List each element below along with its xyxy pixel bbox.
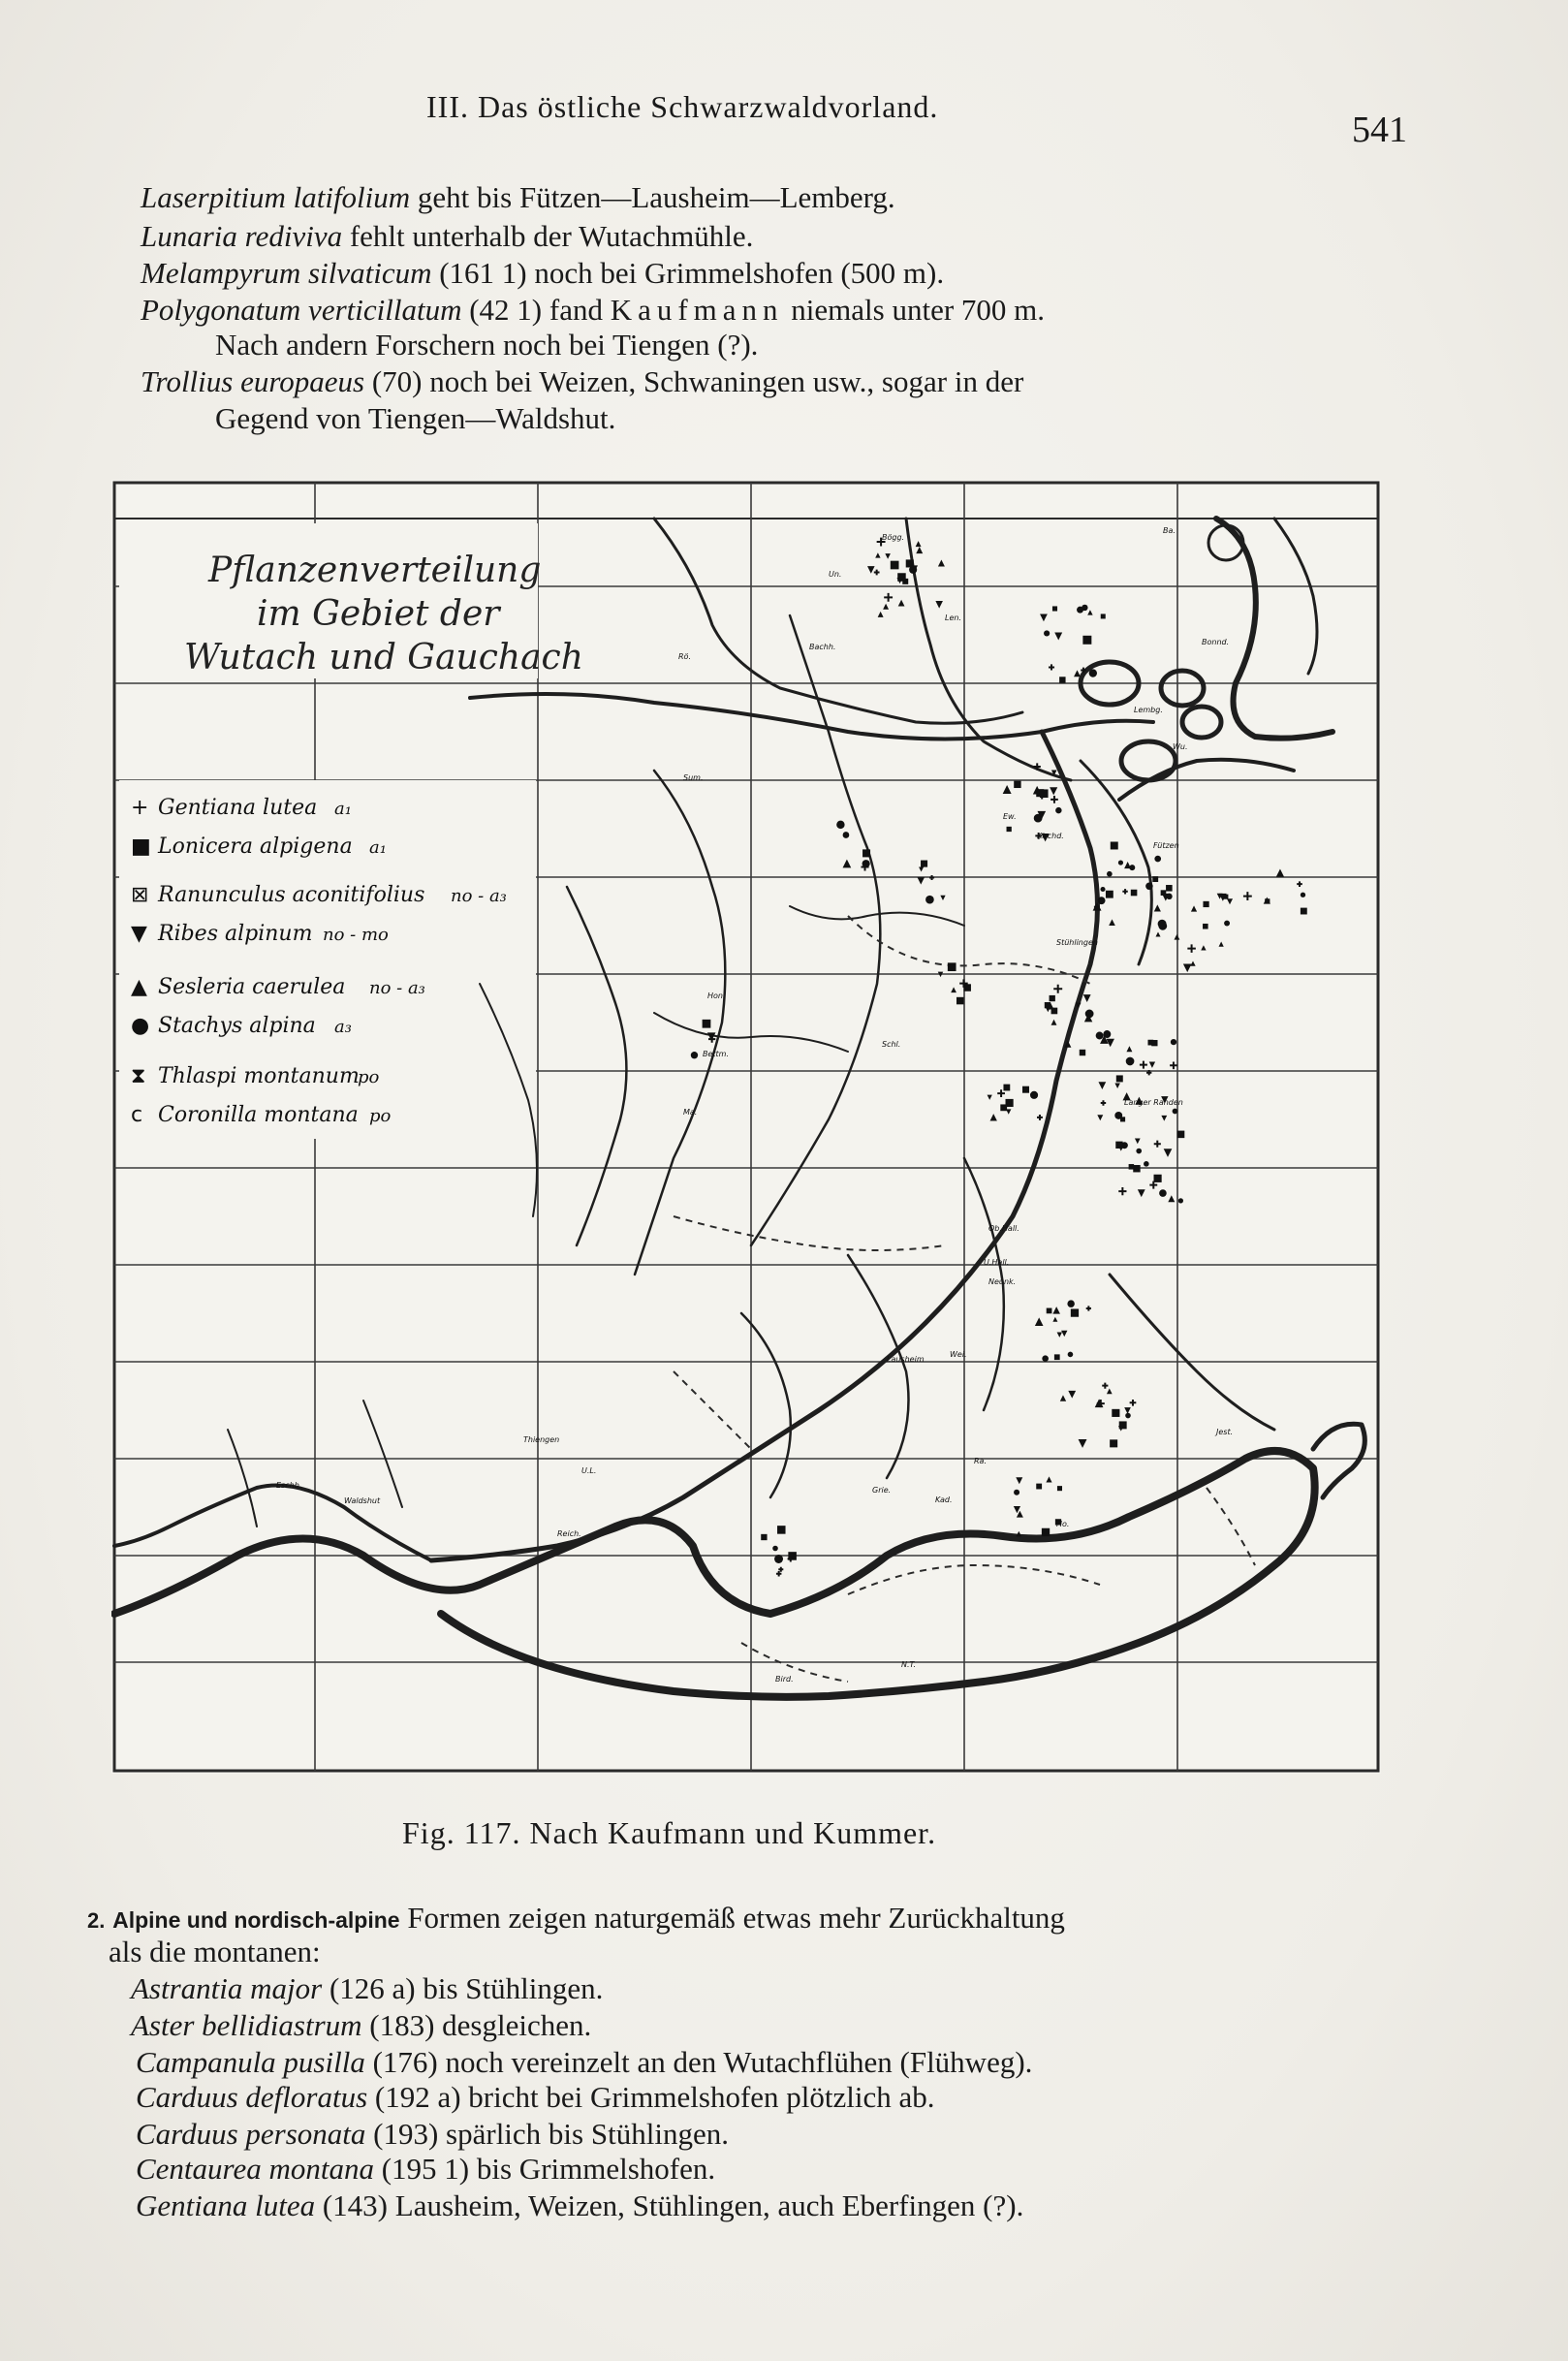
legend-code: no - a₃ — [369, 978, 425, 998]
species-point — [1144, 1161, 1149, 1167]
place-label: Langer Randen — [1124, 1098, 1183, 1107]
species-point — [1107, 871, 1113, 877]
entry-trollius — [141, 366, 1023, 396]
entry-text: (70) noch bei Weizen, Schwaningen usw., sogar in der — [371, 364, 1024, 398]
species-point — [1080, 1050, 1085, 1055]
section-intro: Formen zeigen naturgemäß etwas mehr Zurückhaltung — [407, 1901, 1065, 1935]
place-label: Bird. — [775, 1675, 794, 1684]
place-label: Bachh. — [809, 643, 836, 651]
species-point — [1050, 995, 1055, 1001]
species-name: Lunaria rediviva — [141, 219, 343, 253]
species-point — [1171, 1039, 1176, 1045]
species-point — [921, 861, 927, 867]
legend-label: Ribes alpinum — [158, 922, 313, 946]
legend-symbol-icon: c — [131, 1103, 143, 1127]
legend-code: no - a₃ — [451, 886, 507, 906]
species-point — [1042, 1528, 1050, 1536]
legend-label: Lonicera alpigena — [158, 834, 353, 859]
legend-label: Thlaspi montanum — [158, 1064, 360, 1088]
place-label: Jest. — [1216, 1428, 1234, 1436]
legend-code: no - mo — [323, 925, 389, 945]
entry-carduus-personata — [136, 2119, 729, 2149]
place-label: Schl. — [882, 1040, 901, 1049]
place-label: N.T. — [901, 1660, 917, 1669]
legend-code: po — [369, 1106, 392, 1126]
legend-symbol-icon: ● — [131, 1014, 150, 1038]
section-heading: Alpine und nordisch-alpine — [112, 1907, 400, 1933]
species-name: Polygonatum verticillatum — [141, 293, 462, 327]
entry-continuation: Nach andern Forschern noch bei Tiengen (?). — [215, 328, 759, 362]
species-point — [1154, 1175, 1162, 1182]
species-name: Melampyrum silvaticum — [141, 256, 432, 290]
legend-symbol-icon: ■ — [131, 834, 151, 859]
species-point — [1118, 861, 1123, 866]
entry-lunaria — [141, 221, 753, 251]
entry-text: (176) noch vereinzelt an den Wutachflühen (Flühweg). — [372, 2045, 1033, 2079]
species-point — [1111, 841, 1118, 849]
distribution-map-figure — [111, 480, 1381, 1774]
place-label: Bögg. — [882, 533, 905, 542]
species-point — [761, 1534, 767, 1540]
place-label: Ma. — [683, 1108, 698, 1117]
species-point — [1110, 1439, 1117, 1447]
legend-row — [131, 834, 387, 859]
place-label: Ho. — [1056, 1520, 1070, 1528]
place-label: Ra. — [974, 1457, 988, 1465]
section-intro-continued: als die montanen: — [109, 1935, 321, 1968]
entry-text: (126 a) bis Stühlingen. — [329, 1971, 604, 2005]
place-label: Rö. — [678, 652, 691, 661]
species-point — [1126, 1057, 1135, 1066]
species-point — [1096, 1032, 1104, 1040]
species-name: Gentiana lutea — [136, 2188, 316, 2222]
place-label: Neunk. — [988, 1277, 1017, 1286]
entry-astrantia — [131, 1973, 603, 2003]
place-label: Kirchd. — [1037, 832, 1064, 840]
species-point — [1265, 898, 1270, 903]
species-point — [1173, 1109, 1178, 1115]
entry-text: (42 1) fand — [469, 293, 603, 327]
species-point — [1103, 1030, 1111, 1038]
species-point — [1133, 1165, 1140, 1172]
species-point — [691, 1052, 698, 1058]
legend-label: Gentiana lutea — [158, 796, 318, 820]
species-point — [1042, 1355, 1049, 1362]
place-label: Waldshut — [344, 1496, 381, 1505]
species-point — [1166, 894, 1172, 899]
species-point — [1052, 606, 1057, 611]
entry-text-2: niemals unter 700 m. — [791, 293, 1046, 327]
species-point — [1154, 856, 1161, 863]
species-point — [1166, 885, 1173, 892]
place-label: Kad. — [935, 1495, 953, 1504]
species-point — [1177, 1131, 1185, 1139]
species-point — [964, 984, 971, 991]
entry-laserpitium — [141, 182, 895, 212]
species-point — [1055, 807, 1061, 813]
species-point — [1000, 1104, 1007, 1111]
species-name: Carduus defloratus — [136, 2080, 368, 2114]
species-point — [1145, 883, 1153, 891]
place-label: Stühlingen — [1056, 938, 1098, 947]
place-label: U.L. — [581, 1466, 597, 1475]
species-name: Carduus personata — [136, 2117, 366, 2151]
section-number: 2. — [87, 1908, 106, 1933]
entry-polygonatum — [141, 295, 1045, 325]
species-point — [1131, 890, 1138, 897]
species-point — [1101, 614, 1106, 618]
species-point — [1054, 1354, 1060, 1360]
species-point — [1129, 865, 1135, 870]
species-point — [1067, 1300, 1074, 1306]
entry-text: (192 a) bricht bei Grimmelshofen plötzlich ab. — [374, 2080, 935, 2114]
species-point — [1051, 1008, 1058, 1015]
person-name: Kaufmann — [610, 293, 784, 327]
place-label: U.Hall. — [984, 1258, 1010, 1267]
legend-row — [131, 1064, 380, 1088]
species-point — [1100, 887, 1105, 892]
map-title-line-2: im Gebiet der — [257, 594, 500, 634]
legend-symbol-icon: ▼ — [131, 922, 147, 946]
place-label: Fützen — [1153, 841, 1179, 850]
entry-gentiana — [136, 2190, 1023, 2220]
species-point — [1030, 1091, 1038, 1099]
species-point — [1059, 677, 1065, 682]
legend-label: Sesleria caerulea — [158, 975, 346, 999]
species-point — [774, 1555, 783, 1563]
legend-symbol-icon: ▲ — [131, 975, 147, 999]
place-label: Sum. — [683, 773, 704, 782]
place-label: Wei. — [950, 1350, 967, 1359]
species-point — [1022, 1086, 1029, 1093]
map-svg — [111, 480, 1381, 1774]
species-point — [843, 832, 850, 838]
place-label: Eschb. — [276, 1481, 302, 1490]
place-label: Ba. — [1163, 526, 1176, 535]
place-label: Wu. — [1173, 742, 1188, 751]
legend-code: a₁ — [369, 837, 387, 858]
entry-text: fehlt unterhalb der Wutachmühle. — [349, 219, 754, 253]
species-point — [1116, 1075, 1123, 1082]
entry-text: geht bis Fützen—Lausheim—Lemberg. — [417, 180, 895, 214]
species-point — [1203, 901, 1208, 907]
species-point — [1112, 1409, 1119, 1417]
place-label: Reich. — [557, 1529, 581, 1538]
legend-label: Coronilla montana — [158, 1103, 359, 1127]
section-intro-line — [87, 1903, 1065, 1933]
entry-text: (183) desgleichen. — [369, 2008, 592, 2042]
species-point — [1007, 827, 1012, 832]
legend-row — [131, 922, 389, 946]
entry-text: (143) Lausheim, Weizen, Stühlingen, auch Eberfingen (?). — [322, 2188, 1024, 2222]
species-point — [1057, 1486, 1062, 1491]
species-point — [1129, 1164, 1134, 1169]
legend-label: Stachys alpina — [158, 1014, 316, 1038]
species-point — [772, 1546, 778, 1552]
place-label: Len. — [945, 614, 961, 622]
legend-symbol-icon: + — [131, 796, 149, 820]
entry-aster — [131, 2010, 591, 2040]
place-label: Hon. — [707, 992, 726, 1000]
species-name: Centaurea montana — [136, 2152, 374, 2186]
legend-row — [131, 1103, 392, 1127]
species-point — [1003, 1085, 1010, 1091]
species-point — [1077, 607, 1083, 614]
legend-code: a₃ — [334, 1017, 352, 1037]
species-point — [1044, 630, 1050, 636]
species-name: Trollius europaeus — [141, 364, 365, 398]
place-label: Lausheim — [887, 1355, 925, 1364]
species-point — [925, 896, 934, 904]
species-point — [891, 561, 899, 570]
species-point — [1098, 897, 1106, 904]
entry-text: (193) spärlich bis Stühlingen. — [373, 2117, 729, 2151]
running-header: III. Das östliche Schwarzwaldvorland. — [426, 89, 939, 124]
entry-centaurea — [136, 2154, 715, 2184]
species-point — [1158, 920, 1167, 929]
legend-row — [131, 975, 425, 999]
place-label: Bonnd. — [1202, 638, 1230, 646]
page-number: 541 — [1352, 110, 1407, 150]
species-name: Astrantia major — [131, 1971, 323, 2005]
species-point — [1301, 893, 1305, 897]
species-point — [1089, 669, 1097, 677]
legend-code: po — [358, 1067, 380, 1087]
species-point — [1151, 1040, 1157, 1046]
legend-symbol-icon: ⊠ — [131, 883, 149, 907]
map-title-line-1: Pflanzenverteilung — [208, 551, 542, 590]
species-point — [1047, 1308, 1052, 1314]
figure-caption: Fig. 117. Nach Kaufmann und Kummer. — [402, 1815, 937, 1850]
place-label: Lembg. — [1134, 706, 1163, 714]
species-point — [1224, 921, 1230, 927]
entry-continuation: Gegend von Tiengen—Waldshut. — [215, 401, 616, 435]
species-point — [1152, 876, 1158, 882]
species-point — [1301, 908, 1307, 915]
species-point — [1014, 1490, 1019, 1495]
entry-carduus-defloratus — [136, 2082, 935, 2112]
species-point — [1125, 1413, 1131, 1419]
place-label: Grie. — [872, 1486, 892, 1495]
species-name: Campanula pusilla — [136, 2045, 365, 2079]
species-point — [1014, 781, 1020, 788]
map-title-line-3: Wutach und Gauchach — [184, 638, 583, 677]
species-point — [1036, 1484, 1042, 1490]
species-point — [1178, 1198, 1183, 1203]
species-point — [1136, 1149, 1142, 1154]
species-point — [703, 1020, 711, 1028]
legend-label: Ranunculus aconitifolius — [158, 883, 425, 907]
place-label: Un. — [829, 570, 842, 579]
species-point — [777, 1526, 785, 1533]
species-point — [862, 849, 870, 857]
entry-campanula — [136, 2047, 1032, 2077]
species-name: Aster bellidiastrum — [131, 2008, 362, 2042]
place-label: Bettm. — [703, 1050, 730, 1058]
species-point — [1106, 891, 1113, 898]
species-point — [956, 997, 964, 1005]
entry-melampyrum — [141, 258, 944, 288]
legend-code: a₁ — [334, 799, 352, 819]
legend-symbol-icon: ⧗ — [131, 1064, 146, 1088]
legend-row — [131, 883, 507, 907]
species-point — [1120, 1117, 1125, 1121]
species-point — [1203, 924, 1208, 929]
species-point — [836, 821, 844, 829]
species-point — [1082, 636, 1091, 645]
species-name: Laserpitium latifolium — [141, 180, 411, 214]
species-point — [948, 962, 956, 971]
species-point — [1068, 1352, 1074, 1358]
entry-text: (195 1) bis Grimmelshofen. — [381, 2152, 716, 2186]
place-label: Thiengen — [523, 1435, 560, 1444]
place-label: Ob.Hall. — [988, 1224, 1019, 1233]
species-point — [1159, 1189, 1167, 1197]
species-point — [1071, 1308, 1079, 1316]
entry-text: (161 1) noch bei Grimmelshofen (500 m). — [439, 256, 945, 290]
map-legend — [119, 780, 536, 1139]
place-label: Ew. — [1003, 812, 1017, 821]
